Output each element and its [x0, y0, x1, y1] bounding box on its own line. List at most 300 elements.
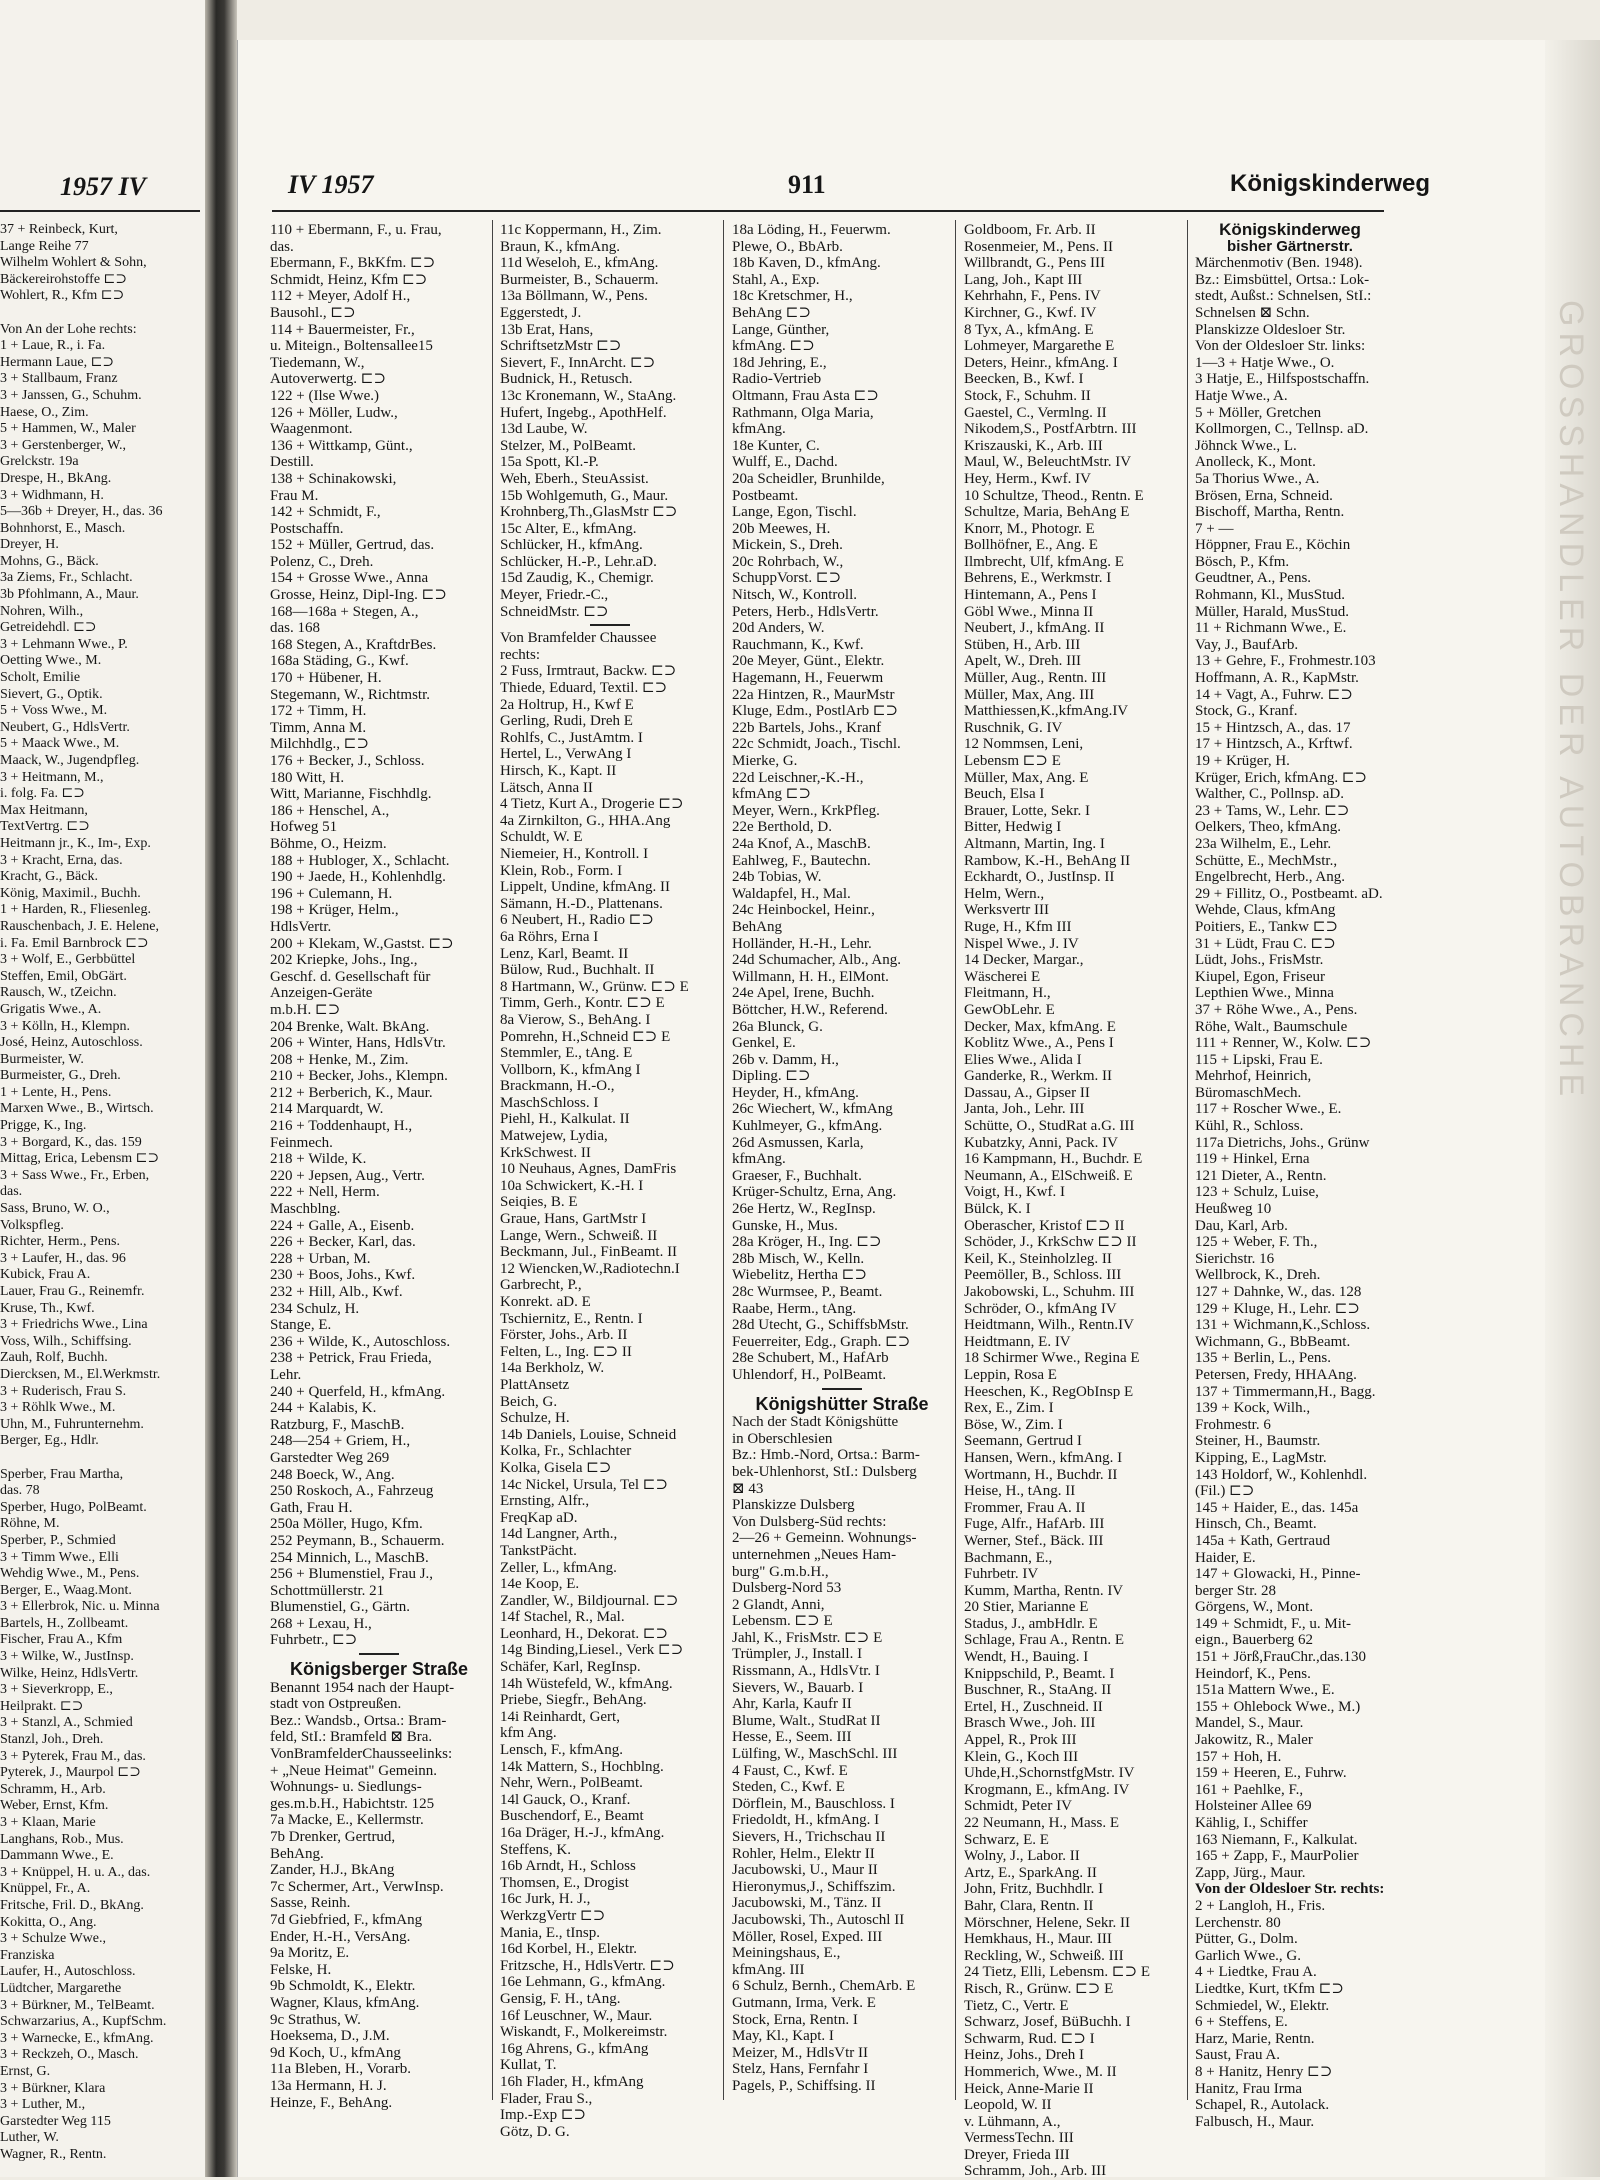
directory-line: 20e Meyer, Günt., Elektr. [732, 653, 885, 670]
directory-line: 3 + Bürkner, Klara [0, 2080, 106, 2096]
directory-line: 250 Roskoch, A., Fahrzeug [270, 1483, 434, 1500]
directory-line: Maul, W., BeleuchtMstr. IV [964, 454, 1132, 471]
directory-line: v. Lühmann, A., [964, 2113, 1061, 2130]
directory-line: Tschiernitz, E., Rentn. I [500, 1310, 643, 1327]
directory-line: 252 Peymann, B., Schauerm. [270, 1532, 445, 1549]
directory-line: Thiede, Eduard, Textil. ⊏⊃ [500, 680, 668, 697]
directory-line: 2—26 + Gemeinn. Wohnungs- [732, 1530, 917, 1547]
directory-line: Brackmann, H.-O., [500, 1078, 615, 1095]
column-separator [1187, 220, 1188, 2100]
directory-line: Decker, Max, kfmAng. E [964, 1018, 1116, 1035]
directory-line: Kiupel, Egon, Friseur [1195, 968, 1325, 985]
directory-line: Piehl, H., Kalkulat. II [500, 1111, 630, 1128]
directory-line: 163 Niemann, F., Kalkulat. [1195, 1831, 1358, 1848]
directory-line: kfmAng. [732, 421, 786, 438]
directory-line: 7a Macke, E., Kellermstr. [270, 1812, 424, 1829]
directory-line: 14l Gauck, O., Kranf. [500, 1791, 631, 1808]
directory-line: Kriszauski, K., Arb. III [964, 437, 1103, 454]
directory-line: Stock, Erna, Rentn. I [732, 2011, 858, 2028]
directory-line: 26e Hertz, W., RegInsp. [732, 1201, 876, 1218]
directory-line: Hoeksema, D., J.M. [270, 2028, 390, 2045]
directory-line: Grigatis Wwe., A. [0, 1001, 102, 1017]
directory-line: 3 + Wilke, W., JustInsp. [0, 1649, 134, 1665]
directory-line: Bartels, H., Zollbeamt. [0, 1615, 129, 1631]
directory-line: kfmAng. III [732, 1961, 805, 1978]
street-intro [1195, 255, 1385, 355]
directory-line: Schapel, R., Autolack. [1195, 2097, 1330, 2114]
directory-line: Sperber, Hugo, PolBeamt. [0, 1499, 147, 1515]
directory-line: HdlsVertr. [270, 918, 332, 935]
directory-line: FreqKap aD. [500, 1509, 578, 1526]
directory-line: Ahr, Karla, Kaufr II [732, 1696, 852, 1713]
directory-line: 26d Asmussen, Karla, [732, 1134, 864, 1151]
directory-line: 37 + Röhe Wwe., A., Pens. [1195, 1001, 1358, 1018]
directory-line: Lüdtcher, Margarethe [0, 1980, 122, 1996]
directory-line: 145 + Haider, E., das. 145a [1195, 1499, 1359, 1516]
directory-line: Garstedter Weg 115 [0, 2113, 111, 2129]
directory-line: Von der Oldesloer Str. links: [1195, 338, 1366, 355]
directory-line: Wilke, Heinz, HdlsVertr. [0, 1665, 139, 1681]
directory-line: 20a Scheidler, Brunhilde, [732, 470, 885, 487]
directory-line: Krohnberg,Th.,GlasMstr ⊏⊃ [500, 504, 678, 521]
directory-line: 16a Dräger, H.-J., kfmAng. [500, 1825, 665, 1841]
directory-line: Kracht, G., Bäck. [0, 869, 98, 885]
directory-line: Postbeamt. [732, 487, 799, 504]
directory-line: Märchenmotiv (Ben. 1948). [1195, 255, 1363, 272]
directory-line: 234 Schulz, H. [270, 1300, 360, 1317]
directory-line: 117a Dietrichs, Johs., Grünw [1195, 1134, 1370, 1151]
directory-line: 9c Strathus, W. [270, 2011, 361, 2028]
directory-line: Schütte, E., MechMstr., [1195, 852, 1338, 869]
directory-line: 250a Möller, Hugo, Kfm. [270, 1516, 423, 1533]
directory-line: Schütte, O., StudRat a.G. III [964, 1118, 1135, 1135]
directory-line: Grosse, Heinz, Dipl-Ing. ⊏⊃ [270, 587, 447, 604]
directory-line: Nach der Stadt Königshütte [732, 1414, 899, 1431]
directory-line: Zauh, Rolf, Buchh. [0, 1350, 108, 1366]
directory-line: Plewe, O., BbArb. [732, 238, 843, 255]
directory-line: TankstPächt. [500, 1542, 577, 1559]
directory-line: Stelz, Hans, Fernfahr I [732, 2061, 869, 2078]
directory-line: Beuch, Elsa I [964, 786, 1045, 803]
directory-line: 228 + Urban, M. [270, 1250, 371, 1267]
directory-line: MaschSchloss. I [500, 1094, 599, 1111]
directory-line: Planskizze Oldesloer Str. [1195, 321, 1346, 338]
directory-line: Hey, Herm., Kwf. IV [964, 470, 1091, 487]
directory-line: 151a Mattern Wwe., E. [1195, 1682, 1335, 1699]
section-title-koenigsberger: Königsberger Straße [289, 1659, 469, 1680]
directory-line: 3 + Sass Wwe., Fr., Erben, [0, 1167, 150, 1183]
directory-line: Bösch, P., Kfm. [1195, 553, 1290, 570]
directory-line: 224 + Galle, A., Eisenb. [270, 1217, 415, 1234]
directory-line: 3 + Laufer, H., das. 96 [0, 1250, 126, 1266]
directory-line: 3 Hatje, E., Hilfspostschaffn. [1195, 371, 1370, 388]
directory-line: 3 + Heitmann, M., [0, 769, 104, 785]
directory-line: 236 + Wilde, K., Autoschloss. [270, 1333, 451, 1350]
street-former-name: bisher Gärtnerstr. [1227, 237, 1353, 255]
directory-line: 226 + Becker, Karl, das. [270, 1234, 416, 1251]
directory-line: 3b Pfohlmann, A., Maur. [0, 587, 139, 603]
directory-line: Leppin, Rosa E [964, 1366, 1057, 1383]
directory-line: Destill. [270, 454, 314, 471]
directory-line: Meyer, Wern., KrkPfleg. [732, 802, 880, 819]
directory-line: 3 + Sieverkropp, E., [0, 1682, 113, 1698]
directory-line: 3 + Widhmann, H. [0, 487, 104, 503]
directory-line: Schultze, Maria, BehAng E [964, 504, 1130, 521]
directory-line: Müller, Max, Ang. III [964, 686, 1095, 703]
directory-line: Steffen, Emil, ObGärt. [0, 968, 127, 984]
directory-line: Zandler, W., Bildjournal. ⊏⊃ [500, 1592, 679, 1609]
directory-line: Jöhnck Wwe., L. [1195, 437, 1297, 454]
directory-line: 3 + Kracht, Erna, das. [0, 852, 123, 868]
directory-line: Stange, E. [270, 1317, 332, 1334]
book-gutter [205, 0, 237, 2177]
directory-line: Deters, Heinr., kfmAng. I [964, 354, 1118, 371]
directory-line: Dreyer, H. [0, 537, 59, 553]
directory-line: Priebe, Siegfr., BehAng. [500, 1692, 647, 1709]
directory-line: Willmann, H. H., ElMont. [732, 968, 889, 985]
directory-line: Böttcher, H.W., Referend. [732, 1001, 888, 1018]
directory-line: Benannt 1954 nach der Haupt- [270, 1679, 455, 1696]
directory-line: Braun, K., kfmAng. [500, 238, 620, 255]
directory-line: Krogmann, E., kfmAng. IV [964, 1781, 1130, 1798]
directory-line: 196 + Culemann, H. [270, 885, 393, 902]
directory-line: Heindorf, K., Pens. [1195, 1665, 1311, 1682]
directory-line: 2 Glandt, Anni, [732, 1596, 825, 1613]
directory-line: kfmAng. ⊏⊃ [732, 338, 815, 355]
directory-line: Fuhrbetr., ⊏⊃ [270, 1632, 358, 1649]
directory-line: 3 + Ruderisch, Frau S. [0, 1383, 127, 1399]
directory-line: Richter, Herm., Pens. [0, 1234, 120, 1250]
directory-line: Gensig, F. H., tAng. [500, 1990, 621, 2007]
directory-line: Hinsch, Ch., Beamt. [1195, 1516, 1317, 1533]
directory-line: 5 + Maack Wwe., M. [0, 736, 120, 752]
directory-line: Grelckstr. 19a [0, 454, 79, 470]
directory-line: Flader, Frau S., [500, 2090, 593, 2107]
directory-line: Lang, Joh., Kapt III [964, 271, 1083, 288]
directory-line: 37 + Reinbeck, Kurt, [0, 222, 118, 237]
directory-line: 13a Böllmann, W., Pens. [500, 288, 648, 305]
directory-line: eign., Bauerberg 62 [1195, 1632, 1314, 1649]
directory-line: 3 + Warnecke, E., kfmAng. [0, 2030, 154, 2046]
directory-line: 11d Weseloh, E., kfmAng. [500, 255, 659, 272]
directory-line: Ernsting, Alfr., [500, 1493, 590, 1510]
directory-line: Schuldt, W. E [500, 829, 583, 846]
directory-line: Heidtmann, E. IV [964, 1333, 1071, 1350]
column-separator [723, 220, 724, 2100]
directory-line: 202 Kriepke, Johs., Ing., [270, 952, 418, 969]
directory-line: Voigt, H., Kwf. I [964, 1184, 1065, 1201]
directory-line: Sievert, G., Optik. [0, 686, 103, 702]
directory-line: 268 + Lexau, H., [270, 1615, 372, 1632]
directory-line: 3 + Luther, M., [0, 2097, 86, 2113]
directory-line: Hufert, Ingebg., ApothHelf. [500, 404, 667, 421]
directory-line: Hofweg 51 [270, 819, 338, 836]
directory-line: Fuhrbetr. IV [964, 1566, 1039, 1583]
directory-line: 24b Tobias, W. [732, 869, 822, 886]
directory-line: Kubatzky, Anni, Pack. IV [964, 1134, 1118, 1151]
directory-line: 4a Zirnkilton, G., HHA.Ang [500, 812, 671, 829]
directory-line: 18b Kaven, D., kfmAng. [732, 255, 881, 272]
directory-line: 22e Berthold, D. [732, 819, 832, 836]
directory-line: Klein, Rob., Form. I [500, 862, 623, 879]
section-divider [822, 1388, 862, 1390]
directory-line: 4 Tietz, Kurt A., Drogerie ⊏⊃ [500, 796, 684, 813]
directory-line: 18e Kunter, C. [732, 437, 820, 454]
directory-line: Fritzsche, H., HdlsVertr. ⊏⊃ [500, 1957, 675, 1974]
directory-line: Lerchenstr. 80 [1195, 1914, 1281, 1931]
directory-line: 170 + Hübener, H. [270, 670, 382, 687]
directory-line: 16f Leuschner, W., Maur. [500, 2007, 653, 2024]
directory-line: 24a Knof, A., MaschB. [732, 835, 871, 852]
directory-line: Heitmann jr., K., Im-, Exp. [0, 835, 151, 851]
directory-line: 136 + Wittkamp, Günt., [270, 437, 413, 454]
directory-line: Petersen, Fredy, HHAAng. [1195, 1366, 1357, 1383]
directory-line: Stanzl, Joh., Dreh. [0, 1732, 104, 1748]
directory-line: Keil, K., Steinholzleg. II [964, 1250, 1112, 1267]
directory-line: 8a Vierow, S., BehAng. I [500, 1011, 651, 1028]
directory-line: Blume, Walt., StudRat II [732, 1712, 881, 1729]
directory-line: Geschf. d. Gesellschaft für [270, 968, 431, 985]
directory-line: Heick, Anne-Marie II [964, 2080, 1094, 2097]
directory-line: Vollborn, K., kfmAng I [500, 1061, 641, 1078]
directory-line: Ganderke, R., Werkm. II [964, 1068, 1113, 1085]
column-separator [492, 220, 493, 2100]
directory-line: 14c Nickel, Ursula, Tel ⊏⊃ [500, 1476, 669, 1493]
directory-line: Schmidt, Heinz, Kfm ⊏⊃ [270, 271, 428, 288]
directory-line: 3 + Reckzeh, O., Masch. [0, 2047, 139, 2063]
directory-line: Voss, Wilh., Schiffsing. [0, 1333, 132, 1349]
directory-line: Beich, G. [500, 1393, 558, 1410]
directory-line: 165 + Zapp, F., MaurPolier [1195, 1848, 1359, 1865]
directory-line: Tietz, C., Vertr. E [964, 1997, 1069, 2014]
directory-line: 15b Wohlgemuth, G., Maur. [500, 487, 669, 504]
directory-line: bek-Uhlenhorst, StI.: Dulsberg [732, 1463, 917, 1480]
directory-line: 19 + Krüger, H. [1195, 753, 1290, 769]
directory-line: Burmeister, G., Dreh. [0, 1068, 121, 1084]
directory-line: Dammann Wwe., E. [0, 1848, 114, 1864]
directory-line: das. [0, 1184, 23, 1200]
directory-line: Lauer, Frau G., Reinemfr. [0, 1284, 145, 1299]
directory-line: Niemeier, H., Kontroll. I [500, 845, 649, 862]
directory-line: Imp.-Exp ⊏⊃ [500, 2107, 587, 2124]
directory-line: Lange, Wern., Schweiß. II [500, 1227, 658, 1244]
directory-line: 14g Binding,Liesel., Verk ⊏⊃ [500, 1642, 684, 1659]
directory-line: Helm, Wern., [964, 885, 1045, 902]
directory-line: Oelkers, Theo, kfmAng. [1195, 819, 1341, 836]
directory-line: kfmAng. [732, 1151, 786, 1168]
directory-line: Risch, R., Grünw. ⊏⊃ E [964, 1980, 1114, 1997]
directory-line: Behrens, E., Werkmstr. I [964, 570, 1112, 587]
directory-line: Timm, Anna M. [270, 719, 367, 736]
directory-line: Rathmann, Olga Maria, [732, 404, 874, 421]
directory-line: Koblitz Wwe., A., Pens I [964, 1035, 1114, 1052]
directory-line: Stemmler, E., tAng. E [500, 1045, 633, 1062]
directory-line: 11a Bleben, H., Vorarb. [270, 2061, 411, 2078]
directory-line: + „Neue Heimat" Gemeinn. [270, 1762, 438, 1779]
directory-line: 151 + Jörß,FrauChr.,das.130 [1195, 1649, 1366, 1666]
directory-line: Garstedter Weg 269 [270, 1449, 390, 1466]
section-entries [732, 1414, 952, 2094]
directory-line: Gerling, Rudi, Dreh E [500, 713, 633, 730]
directory-line: Ender, H.-H., VersAng. [270, 1928, 411, 1945]
directory-line: Volkspfleg. [0, 1217, 64, 1233]
directory-line: 161 + Paehlke, F., [1195, 1781, 1304, 1798]
directory-line: Kehrhahn, F., Pens. IV [964, 288, 1101, 305]
directory-line: Wortmann, H., Buchdr. II [964, 1466, 1118, 1483]
directory-line: 15a Spott, Kl.-P. [500, 454, 599, 471]
directory-line: 157 + Hoh, H. [1195, 1748, 1282, 1765]
directory-line: Nikodem,S., PostfArbtrn. III [964, 421, 1137, 438]
directory-line: Drespe, H., BkAng. [0, 470, 112, 486]
directory-line: Schramm, Joh., Arb. III [964, 2163, 1107, 2180]
section-title-koenigshuetter: Königshütter Straße [755, 1393, 929, 1414]
directory-line: 168 Stegen, A., KraftdrBes. [270, 636, 437, 653]
directory-line: m.b.H. ⊏⊃ [270, 1001, 341, 1018]
directory-line: 248—254 + Griem, H., [270, 1433, 411, 1450]
directory-line: 154 + Grosse Wwe., Anna [270, 570, 429, 587]
column-5 [1195, 220, 1385, 2130]
directory-line: 28e Schubert, M., HafArb [732, 1350, 889, 1367]
directory-line: 17 + Hintzsch, A., Krftwf. [1195, 736, 1353, 753]
directory-line: Falbusch, H., Maur. [1195, 2113, 1315, 2130]
directory-line: Max Heitmann, [0, 802, 88, 818]
directory-line: Meiningshaus, E., [732, 1945, 841, 1962]
directory-line: Schmiedel, W., Elektr. [1195, 1997, 1330, 2014]
directory-line: Liedtke, Kurt, tKfm ⊏⊃ [1195, 1980, 1344, 1997]
directory-line: Maack, W., Jugendpfleg. [0, 753, 140, 768]
directory-line: TextVertrg. ⊏⊃ [0, 819, 90, 835]
directory-line: 14 + Vagt, A., Fuhrw. ⊏⊃ [1195, 686, 1353, 703]
directory-line: Weh, Eberh., SteuAssist. [500, 470, 649, 487]
directory-line: 10a Schwickert, K.-H. I [500, 1177, 644, 1194]
directory-line: Sievert, F., InnArcht. ⊏⊃ [500, 354, 656, 371]
directory-line: Stegemann, W., Richtmstr. [270, 686, 430, 703]
directory-line: Heeschen, K., RegObInsp E [964, 1383, 1134, 1400]
directory-line: Waagenmont. [270, 421, 353, 438]
directory-line: 16 Kampmann, H., Buchdr. E [964, 1151, 1143, 1168]
right-side-entries [1195, 1898, 1385, 2130]
directory-line: 198 + Krüger, Helm., [270, 902, 399, 919]
directory-line: 20 Stier, Marianne E [964, 1599, 1089, 1616]
directory-line: Sievers, W., Bauarb. I [732, 1679, 864, 1696]
directory-line: Dreyer, Frieda III [964, 2146, 1070, 2163]
directory-line: Berger, Eg., Hdlr. [0, 1433, 99, 1449]
directory-line: 11c Koppermann, H., Zim. [500, 222, 662, 238]
directory-line: Schwarz, E. E [964, 1831, 1049, 1848]
directory-line: Knippschild, P., Beamt. I [964, 1665, 1115, 1682]
directory-line: 111 + Renner, W., Kolw. ⊏⊃ [1195, 1035, 1372, 1052]
directory-line: Oetting Wwe., M. [0, 653, 102, 669]
directory-line: 114 + Bauermeister, Fr., [270, 321, 415, 338]
directory-line: Tiedemann, W., [270, 354, 365, 371]
directory-line: Ertel, H., Zuschneid. II [964, 1698, 1103, 1715]
directory-line: Rosenmeier, M., Pens. II [964, 238, 1113, 255]
directory-line: Engelbrecht, Herb., Ang. [1195, 869, 1345, 886]
directory-line: das. 168 [270, 620, 320, 637]
directory-line: 13a Hermann, H. J. [270, 2077, 387, 2094]
directory-line: Stock, F., Schuhm. II [964, 387, 1091, 404]
directory-line: Kirchner, G., Kwf. IV [964, 304, 1097, 321]
directory-line: 6 Schulz, Bernh., ChemArb. E [732, 1978, 916, 1995]
column-separator [955, 220, 956, 2100]
directory-line: 22a Hintzen, R., MaurMstr [732, 686, 895, 703]
directory-line: Appel, R., Prok III [964, 1732, 1077, 1749]
directory-line: stadt von Ostpreußen. [270, 1696, 402, 1713]
left-page-header: 1957 IV [60, 172, 146, 201]
directory-line: Schwarm, Rud. ⊏⊃ I [964, 2030, 1095, 2047]
directory-line: Haider, E. [1195, 1549, 1256, 1566]
directory-line: Lensch, F., kfmAng. [500, 1742, 623, 1759]
directory-line: Fleitmann, H., [964, 985, 1051, 1002]
directory-line: Lätsch, Anna II [500, 779, 593, 796]
directory-line: Polenz, C., Dreh. [270, 553, 374, 570]
directory-line: Matthiessen,K.,kfmAng.IV [964, 703, 1129, 720]
directory-line: Fuge, Alfr., HafArb. III [964, 1516, 1105, 1533]
directory-line: 240 + Querfeld, H., kfmAng. [270, 1383, 446, 1400]
directory-line: 15c Alter, E., kfmAng. [500, 520, 637, 537]
directory-line: 28b Misch, W., Kelln. [732, 1250, 865, 1267]
directory-line: 129 + Kluge, H., Lehr. ⊏⊃ [1195, 1300, 1360, 1317]
directory-line: 4 Faust, C., Kwf. E [732, 1762, 848, 1779]
column-4 [964, 222, 1184, 2180]
directory-line: Lippelt, Undine, kfmAng. II [500, 879, 670, 896]
directory-line: Peters, Herb., HdlsVertr. [732, 603, 879, 620]
directory-line: Hermann Laue, ⊏⊃ [0, 354, 115, 370]
directory-line: 135 + Berlin, L., Pens. [1195, 1350, 1331, 1367]
directory-line: unternehmen „Neues Ham- [732, 1546, 897, 1563]
directory-line: Schröder, O., kfmAng IV [964, 1300, 1117, 1317]
directory-line: 119 + Hinkel, Erna [1195, 1151, 1310, 1168]
directory-line: Ebermann, F., BkKfm. ⊏⊃ [270, 255, 436, 272]
directory-line: Schwarz, Josef, BüBuchh. I [964, 2014, 1131, 2031]
directory-line: 12 Wiencken,W.,Radiotechn.I [500, 1260, 680, 1277]
directory-line: 9b Schmoldt, K., Elektr. [270, 1978, 416, 1995]
directory-line: Sierichstr. 16 [1195, 1250, 1275, 1267]
directory-line: VermessTechn. III [964, 2130, 1074, 2147]
directory-line: Thomsen, E., Drogist [500, 1874, 629, 1891]
directory-line: Neumann, A., ElSchweiß. E [964, 1167, 1133, 1184]
directory-line: Berger, E., Waag.Mont. [0, 1582, 132, 1598]
directory-line [0, 1450, 200, 1467]
directory-line: 3 + Schulze Wwe., [0, 1931, 106, 1947]
directory-line: 13d Laube, W. [500, 421, 588, 438]
directory-line: 122 + (Ilse Wwe.) [270, 387, 379, 404]
directory-line: 5a Thorius Wwe., A. [1195, 470, 1320, 487]
directory-line: 26b v. Damm, H., [732, 1051, 839, 1068]
directory-line: 10 Schultze, Theod., Rentn. E [964, 487, 1144, 504]
directory-line: Sämann, H.-D., Plattenans. [500, 895, 663, 912]
directory-line: 10 Neuhaus, Agnes, DamFris [500, 1161, 677, 1178]
street-title-koenigskinderweg: Königskinderweg [1219, 220, 1361, 239]
directory-line: 172 + Timm, H. [270, 703, 367, 720]
directory-line: das. [270, 238, 294, 255]
directory-line: Trümpler, J., Install. I [732, 1646, 863, 1663]
directory-line: Krüger-Schultz, Erna, Ang. [732, 1184, 897, 1201]
directory-line: 3 + Timm Wwe., Elli [0, 1549, 119, 1565]
directory-line: Apelt, W., Dreh. III [964, 653, 1082, 670]
directory-line: 3 + Kölln, H., Klempn. [0, 1018, 130, 1034]
directory-line: 22c Schmidt, Joach., Tischl. [732, 736, 901, 753]
directory-line: 115 + Lipski, Frau E. [1195, 1051, 1323, 1068]
directory-line: 24 Tietz, Elli, Lebensm. ⊏⊃ E [964, 1964, 1151, 1981]
directory-line: SchuppVorst. ⊏⊃ [732, 570, 842, 587]
directory-line: 31 + Lüdt, Frau C. ⊏⊃ [1195, 935, 1336, 952]
directory-line: 212 + Berberich, K., Maur. [270, 1084, 433, 1101]
directory-line: 244 + Kalabis, K. [270, 1400, 377, 1417]
directory-line: Heinz, Johs., Dreh I [964, 2047, 1084, 2064]
directory-line: Matwejew, Lydia, [500, 1128, 608, 1145]
directory-line: Röhe, Walt., Baumschule [1195, 1018, 1348, 1035]
